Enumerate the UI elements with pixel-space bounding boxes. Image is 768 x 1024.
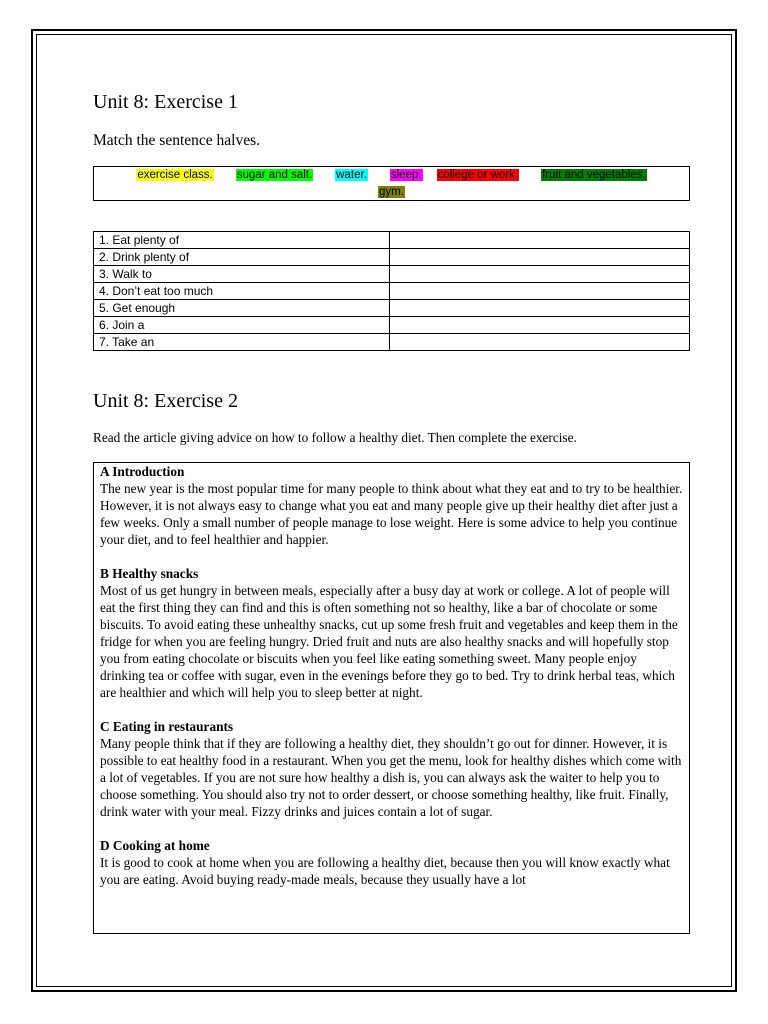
answer-cell[interactable] [390,334,690,351]
article-section-introduction [100,463,683,548]
sentence-start: 1. Eat plenty of [94,232,390,249]
table-row [94,334,690,351]
section-body: It is good to cook at home when you are following a healthy diet, because then you will know exactly what you are eating. Avoid buying ready-made meals, because they usually have a lot [100,855,670,887]
table-row [94,232,690,249]
exercise-1-instruction: Match the sentence halves. [93,132,260,149]
word-bank-item: college or work. [437,169,519,181]
article-section-healthy-snacks [100,565,683,701]
word-bank-item: fruit and vegetables. [542,169,646,181]
answer-cell[interactable] [390,283,690,300]
section-heading: D Cooking at home [100,838,210,853]
article-section-cooking-at-home [100,837,683,888]
table-row [94,283,690,300]
table-row [94,317,690,334]
answer-cell[interactable] [390,249,690,266]
sentence-start: 5. Get enough [94,300,390,317]
word-bank-item: water. [336,169,367,181]
word-bank-item: sugar and salt. [236,169,313,181]
article-box [93,462,690,934]
word-bank-item: gym. [379,186,404,198]
section-body: The new year is the most popular time for many people to think about what they eat and to try to be healthier. However, it is not always easy to change what you eat and many people give up their healthy diet after just a few weeks. Only a small number of people manage to lose weight. Here is some advice to help you continue your diet, and to feel healthier and happier. [100,481,683,547]
section-body: Many people think that if they are following a healthy diet, they shouldn’t go out for dinner. However, it is possible to eat healthy food in a restaurant. When you get the menu, look for healthy dishes which come with a lot of vegetables. If you are not sure how healthy a dish is, you can always ask the waiter to help you to choose something. You should also try not to order dessert, or choose something healthy, like fruit. Finally, drink water with your meal. Fizzy drinks and juices contain a lot of sugar. [100,736,682,819]
exercise-2-title: Unit 8: Exercise 2 [93,390,238,412]
word-bank [93,166,690,201]
answer-cell[interactable] [390,300,690,317]
table-row [94,249,690,266]
exercise-1-title: Unit 8: Exercise 1 [93,91,238,113]
sentence-start: 6. Join a [94,317,390,334]
table-row [94,266,690,283]
matching-table [93,231,690,351]
answer-cell[interactable] [390,266,690,283]
sentence-start: 2. Drink plenty of [94,249,390,266]
section-heading: B Healthy snacks [100,566,199,581]
section-heading: A Introduction [100,464,185,479]
article-section-eating-in-restaurants [100,718,683,820]
word-bank-item: exercise class. [137,169,213,181]
sentence-start: 3. Walk to [94,266,390,283]
section-heading: C Eating in restaurants [100,719,234,734]
table-row [94,300,690,317]
answer-cell[interactable] [390,317,690,334]
exercise-2-instruction: Read the article giving advice on how to follow a healthy diet. Then complete the exercise. [93,430,577,445]
section-body: Most of us get hungry in between meals, especially after a busy day at work or college. A lot of people will eat the first thing they can find and this is often something not so healthy, like a bar of chocolate or some biscuits. To avoid eating these unhealthy snacks, cut up some fresh fruit and vegetables and keep them in the fridge for when you are feeling hungry. Dried fruit and nuts are also healthy snacks and will hopefully stop you from eating chocolate or biscuits when you feel like eating something sweet. Many people enjoy drinking tea or coffee with sugar, even in the evenings before they go to bed. Try to drink herbal teas, which are healthier and which will help you to sleep better at night. [100,583,678,700]
answer-cell[interactable] [390,232,690,249]
sentence-start: 4. Don’t eat too much [94,283,390,300]
word-bank-item: sleep. [390,169,422,181]
sentence-start: 7. Take an [94,334,390,351]
